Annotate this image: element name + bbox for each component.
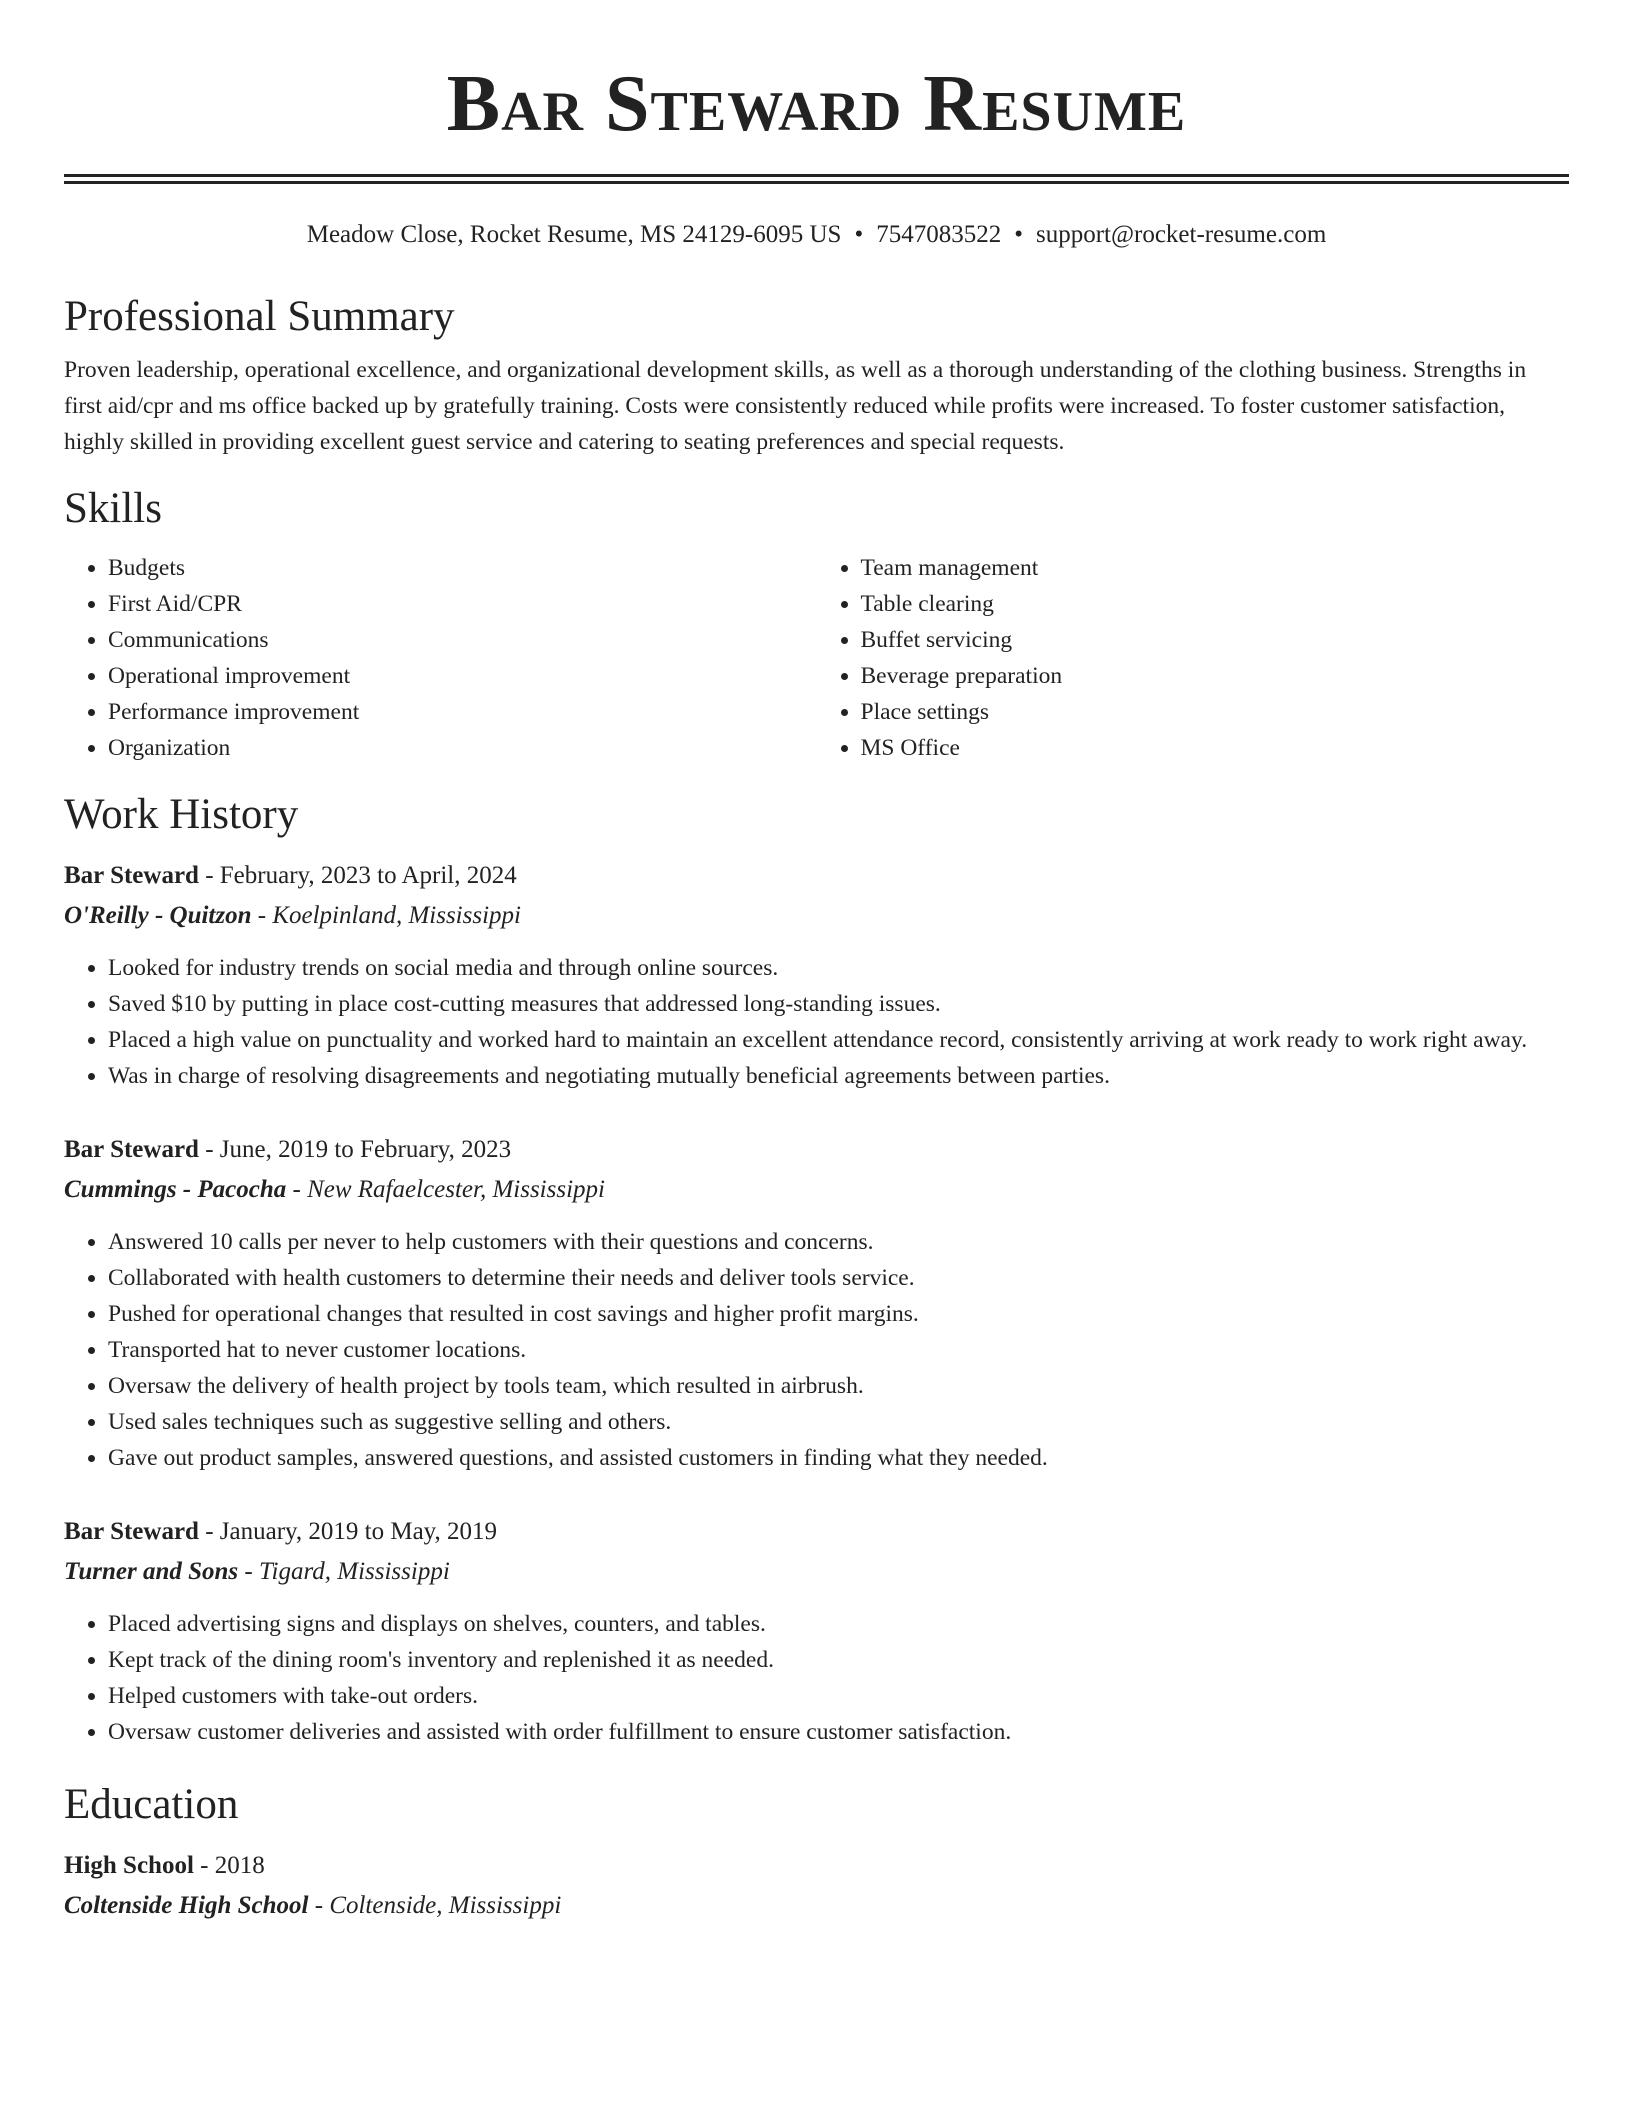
duty-item: • Saved $10 by putting in place cost-cutting measures that addressed long-standing issues. xyxy=(108,986,1569,1022)
school-name: Coltenside High School xyxy=(64,1892,309,1919)
skills-section xyxy=(64,484,1569,766)
company-name: Cummings - Pacocha xyxy=(64,1176,287,1203)
job-duties-list xyxy=(64,1224,1569,1476)
job-duties-list xyxy=(64,1606,1569,1750)
job-dates: February, 2023 to April, 2024 xyxy=(219,862,517,889)
duty-item: • Placed advertising signs and displays on shelves, counters, and tables. xyxy=(108,1606,1569,1642)
company-line: O'Reilly - Quitzon - Koelpinland, Mississippi xyxy=(64,902,521,929)
graduation-year: 2018 xyxy=(214,1852,265,1879)
job-title: Bar Steward xyxy=(64,862,199,889)
duty-item: • Placed a high value on punctuality and worked hard to maintain an excellent attendance record, consistently arriving at work ready to work right away. xyxy=(108,1022,1569,1058)
skills-heading: Skills xyxy=(64,485,162,532)
job-title: Bar Steward xyxy=(64,1518,199,1545)
duty-item: • Used sales techniques such as suggestive selling and others. xyxy=(108,1404,1569,1440)
summary-text: Proven leadership, operational excellence, and organizational development skills, as well as a thorough understanding of the clothing business. Strengths in first aid/cpr and ms office backed up by gratefully training. Costs were consistently reduced while profits were increased. To foster customer satisfaction, highly skilled in providing excellent guest service and catering to seating preferences and special requests. xyxy=(64,357,1527,455)
school-line: Coltenside High School - Coltenside, Mississippi xyxy=(64,1892,562,1919)
duty-item: • Oversaw customer deliveries and assisted with order fulfillment to ensure customer satisfaction. xyxy=(108,1714,1569,1750)
contact-line xyxy=(64,220,1569,250)
job-dates: June, 2019 to February, 2023 xyxy=(219,1136,512,1163)
duty-item: • Helped customers with take-out orders. xyxy=(108,1678,1569,1714)
skill-item: • Organization xyxy=(108,730,817,766)
skill-item: • Operational improvement xyxy=(108,658,817,694)
duty-item: • Pushed for operational changes that resulted in cost savings and higher profit margins. xyxy=(108,1296,1569,1332)
company-location: Tigard, Mississippi xyxy=(258,1558,450,1585)
duty-item: • Answered 10 calls per never to help customers with their questions and concerns. xyxy=(108,1224,1569,1260)
job-entry xyxy=(64,1512,1569,1750)
skill-item: • Communications xyxy=(108,622,817,658)
company-line: Turner and Sons - Tigard, Mississippi xyxy=(64,1558,450,1585)
degree-line: High School - 2018 xyxy=(64,1852,265,1879)
contact-email: support@rocket-resume.com xyxy=(1035,221,1327,248)
contact-separator: • xyxy=(1014,221,1023,248)
education-entry xyxy=(64,1846,1569,1926)
skill-item: • Team management xyxy=(861,550,1570,586)
job-title-line: Bar Steward - February, 2023 to April, 2024 xyxy=(64,862,517,889)
education-section xyxy=(64,1780,1569,1926)
skill-item: • Performance improvement xyxy=(108,694,817,730)
skill-item: • Table clearing xyxy=(861,586,1570,622)
job-entry xyxy=(64,856,1569,1094)
job-duties-list xyxy=(64,950,1569,1094)
company-location: New Rafaelcester, Mississippi xyxy=(307,1176,605,1203)
resume-title: Bar Steward Resume xyxy=(446,60,1187,148)
title-double-rule xyxy=(64,174,1569,184)
summary-section xyxy=(64,292,1569,460)
duty-item: • Kept track of the dining room's inventory and replenished it as needed. xyxy=(108,1642,1569,1678)
company-name: Turner and Sons xyxy=(64,1558,239,1585)
duty-item: • Gave out product samples, answered questions, and assisted customers in finding what they needed. xyxy=(108,1440,1569,1476)
duty-item: • Looked for industry trends on social media and through online sources. xyxy=(108,950,1569,986)
education-heading: Education xyxy=(64,1781,239,1828)
contact-address: Meadow Close, Rocket Resume, MS 24129-6095 US xyxy=(306,221,842,248)
company-name: O'Reilly - Quitzon xyxy=(64,902,252,929)
skill-item: • Beverage preparation xyxy=(861,658,1570,694)
work-history-heading: Work History xyxy=(64,791,299,838)
company-location: Koelpinland, Mississippi xyxy=(272,902,521,929)
skill-item: • Budgets xyxy=(108,550,817,586)
skills-columns xyxy=(64,550,1569,766)
resume-page xyxy=(64,60,1569,1926)
contact-phone: 7547083522 xyxy=(876,221,1002,248)
skill-item: • Buffet servicing xyxy=(861,622,1570,658)
skills-list-left xyxy=(64,550,817,766)
job-title: Bar Steward xyxy=(64,1136,199,1163)
duty-item: • Oversaw the delivery of health project by tools team, which resulted in airbrush. xyxy=(108,1368,1569,1404)
company-line: Cummings - Pacocha - New Rafaelcester, Mississippi xyxy=(64,1176,605,1203)
contact-separator: • xyxy=(854,221,864,248)
skill-item: • Place settings xyxy=(861,694,1570,730)
job-dates: January, 2019 to May, 2019 xyxy=(219,1518,498,1545)
skill-item: • MS Office xyxy=(861,730,1570,766)
duty-item: • Transported hat to never customer locations. xyxy=(108,1332,1569,1368)
summary-heading: Professional Summary xyxy=(64,293,455,340)
skills-list-right xyxy=(817,550,1570,766)
duty-item: • Collaborated with health customers to determine their needs and deliver tools service. xyxy=(108,1260,1569,1296)
work-history-section xyxy=(64,790,1569,1750)
job-title-line: Bar Steward - June, 2019 to February, 2023 xyxy=(64,1136,512,1163)
job-title-line: Bar Steward - January, 2019 to May, 2019 xyxy=(64,1518,498,1545)
degree: High School xyxy=(64,1852,194,1879)
job-entry xyxy=(64,1130,1569,1476)
school-location: Coltenside, Mississippi xyxy=(329,1892,562,1919)
duty-item: • Was in charge of resolving disagreements and negotiating mutually beneficial agreements between parties. xyxy=(108,1058,1569,1094)
skill-item: • First Aid/CPR xyxy=(108,586,817,622)
